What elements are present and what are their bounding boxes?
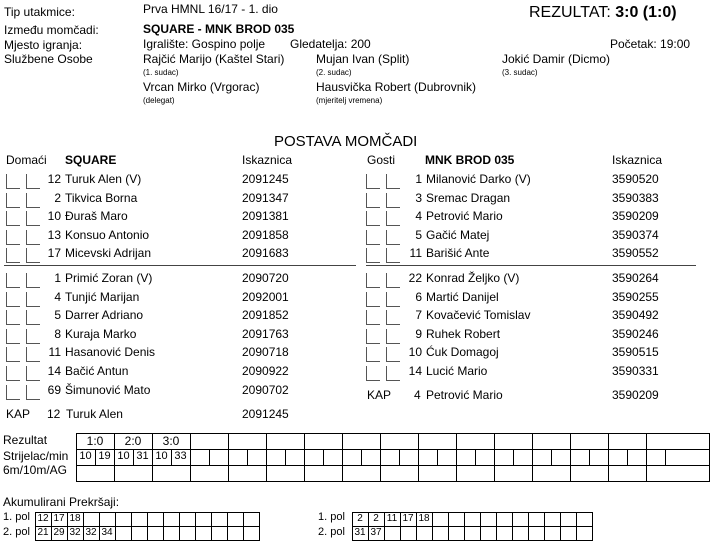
foul-cell bbox=[576, 526, 593, 541]
player-id: 2090718 bbox=[242, 345, 289, 360]
foul-cell bbox=[576, 512, 593, 527]
player-id: 2092001 bbox=[242, 289, 289, 304]
grid-cell bbox=[342, 433, 381, 450]
grid-subcell bbox=[608, 449, 628, 466]
player-id: 3590515 bbox=[612, 345, 659, 360]
venue-label: Mjesto igranja: bbox=[4, 38, 83, 52]
grid-subcell bbox=[304, 449, 324, 466]
home-fouls-second-label: 2. pol bbox=[3, 526, 30, 538]
player-id: 2090702 bbox=[242, 382, 289, 397]
player-id: 2091858 bbox=[242, 227, 289, 242]
player-number: 17 bbox=[47, 246, 61, 261]
grid-cell bbox=[304, 433, 343, 450]
foul-cell bbox=[496, 512, 513, 527]
foul-cell bbox=[163, 512, 180, 527]
away-fouls-second-label: 2. pol bbox=[318, 526, 345, 538]
player-id: 2090720 bbox=[242, 271, 289, 285]
mark-box bbox=[6, 385, 20, 400]
player-id: 2090922 bbox=[242, 364, 289, 378]
foul-cell bbox=[99, 512, 116, 527]
mark-box bbox=[366, 174, 380, 189]
grid-cell bbox=[608, 465, 647, 482]
mark-box bbox=[6, 174, 20, 189]
mark-box bbox=[6, 273, 20, 288]
player-name: Darrer Adriano bbox=[65, 308, 144, 323]
lineup-title: POSTAVA MOMČADI bbox=[274, 133, 418, 150]
grid-subcell bbox=[646, 449, 666, 466]
player-id: 3590383 bbox=[612, 190, 659, 205]
grid-cell bbox=[646, 465, 710, 482]
start-time: Početak: 19:00 bbox=[610, 37, 691, 51]
foul-cell bbox=[211, 526, 228, 541]
foul-cell bbox=[179, 512, 196, 527]
away-id-header: Iskaznica bbox=[612, 153, 663, 167]
player-name: Ćuk Domagoj bbox=[426, 345, 499, 360]
foul-cell bbox=[464, 512, 481, 527]
player-id: 3590374 bbox=[612, 227, 659, 242]
player-name: Đuraš Maro bbox=[65, 209, 128, 224]
official-role: (1. sudac) bbox=[143, 68, 179, 77]
home-foul-second: 32 bbox=[69, 527, 81, 538]
player-number: 3 bbox=[415, 190, 422, 205]
official-role: (delegat) bbox=[143, 96, 175, 105]
foul-cell bbox=[448, 526, 465, 541]
grid-cell bbox=[228, 465, 267, 482]
away-kap-label: KAP bbox=[367, 388, 392, 402]
player-name: Micevski Adrijan bbox=[65, 246, 152, 261]
grid-cell bbox=[646, 433, 710, 450]
foul-cell bbox=[496, 526, 513, 541]
home-separator bbox=[4, 265, 356, 266]
official-role: (2. sudac) bbox=[316, 68, 352, 77]
home-side-label: Domaći bbox=[6, 153, 47, 167]
player-name: Milanović Darko (V) bbox=[426, 172, 531, 186]
mark-box bbox=[6, 292, 20, 307]
mark-box bbox=[366, 230, 380, 245]
player-id: 3590331 bbox=[612, 364, 659, 378]
grid-cell bbox=[570, 433, 609, 450]
grid-cell bbox=[608, 433, 647, 450]
player-name: Šimunović Mato bbox=[65, 382, 151, 397]
grid-cell bbox=[304, 465, 343, 482]
away-foul-first: 17 bbox=[402, 513, 414, 524]
grid-scorer: 10 bbox=[117, 450, 130, 462]
official-name: Jokić Damir (Dicmo) bbox=[502, 52, 610, 66]
player-name: Barišić Ante bbox=[426, 246, 490, 261]
foul-cell bbox=[512, 526, 529, 541]
away-kap-id: 3590209 bbox=[612, 388, 659, 402]
grid-subcell bbox=[532, 449, 552, 466]
foul-cell bbox=[211, 512, 228, 527]
player-number: 11 bbox=[48, 345, 61, 360]
grid-cell bbox=[76, 465, 115, 482]
official-name: Hausvička Robert (Dubrovnik) bbox=[316, 80, 477, 94]
foul-cell bbox=[512, 512, 529, 527]
mark-box bbox=[6, 366, 20, 381]
grid-cell bbox=[456, 433, 495, 450]
foul-cell bbox=[83, 512, 100, 527]
mark-box bbox=[366, 292, 380, 307]
player-id: 3590552 bbox=[612, 246, 659, 261]
result-value: 3:0 (1:0) bbox=[615, 4, 677, 21]
home-kap-label: KAP bbox=[6, 407, 31, 421]
player-id: 3590492 bbox=[612, 308, 659, 323]
grid-subcell bbox=[494, 449, 514, 466]
foul-cell bbox=[147, 512, 164, 527]
result bbox=[529, 4, 677, 22]
away-separator bbox=[366, 265, 696, 266]
home-fouls-first-label: 1. pol bbox=[3, 511, 30, 523]
grid-result: 1:0 bbox=[86, 434, 104, 448]
away-foul-first: 18 bbox=[418, 513, 430, 524]
grid-result: 2:0 bbox=[124, 434, 142, 448]
player-name: Primić Zoran (V) bbox=[65, 271, 153, 285]
player-name: Konsuo Antonio bbox=[65, 227, 150, 242]
tip-label: Tip utakmice: bbox=[4, 5, 75, 19]
grid-cell bbox=[342, 465, 381, 482]
foul-cell bbox=[480, 512, 497, 527]
player-id: 2091347 bbox=[242, 190, 289, 205]
foul-cell bbox=[131, 526, 148, 541]
mark-box bbox=[6, 193, 20, 208]
grid-cell bbox=[190, 433, 229, 450]
away-fouls-first-label: 1. pol bbox=[318, 511, 345, 523]
foul-cell bbox=[384, 526, 401, 541]
mark-box bbox=[6, 329, 20, 344]
home-foul-second: 34 bbox=[101, 527, 113, 538]
home-foul-first: 17 bbox=[53, 513, 65, 524]
spectators: Gledatelja: 200 bbox=[290, 37, 371, 51]
grid-scorer: 10 bbox=[79, 450, 92, 462]
grid-cell bbox=[190, 465, 229, 482]
away-foul-first: 11 bbox=[386, 513, 398, 524]
foul-cell bbox=[115, 512, 132, 527]
player-number: 7 bbox=[415, 308, 422, 323]
foul-cell bbox=[432, 512, 449, 527]
grid-cell bbox=[380, 433, 419, 450]
official-role: (3. sudac) bbox=[502, 68, 538, 77]
foul-cell bbox=[163, 526, 180, 541]
foul-cell bbox=[560, 512, 577, 527]
grid-scorer: 33 bbox=[174, 450, 187, 462]
player-name: Lucić Mario bbox=[426, 364, 488, 378]
grid-subcell bbox=[570, 449, 590, 466]
player-number: 9 bbox=[415, 326, 422, 341]
mark-box bbox=[366, 347, 380, 362]
venue-value: Igralište: Gospino polje bbox=[143, 37, 266, 51]
player-number: 10 bbox=[408, 345, 422, 360]
home-foul-second: 21 bbox=[37, 527, 49, 538]
grid-cell bbox=[266, 433, 305, 450]
player-number: 14 bbox=[47, 364, 61, 378]
grid-cell bbox=[114, 465, 153, 482]
grid-cell bbox=[456, 465, 495, 482]
result-label: REZULTAT: bbox=[529, 4, 611, 21]
player-number: 5 bbox=[54, 308, 61, 323]
away-foul-second: 31 bbox=[354, 527, 366, 538]
player-name: Sremac Dragan bbox=[426, 190, 511, 205]
foul-cell bbox=[448, 512, 465, 527]
mark-box bbox=[6, 310, 20, 325]
official-role: (mjeritelj vremena) bbox=[316, 96, 383, 105]
player-number: 6 bbox=[415, 289, 422, 304]
grid-subcell bbox=[418, 449, 438, 466]
official-name: Mujan Ivan (Split) bbox=[316, 52, 410, 66]
foul-cell bbox=[464, 526, 481, 541]
home-foul-second: 32 bbox=[85, 527, 97, 538]
player-number: 10 bbox=[47, 209, 61, 224]
player-name: Turuk Alen (V) bbox=[65, 172, 142, 186]
mark-box bbox=[6, 211, 20, 226]
foul-cell bbox=[400, 526, 417, 541]
grid-subcell bbox=[190, 449, 210, 466]
foul-cell bbox=[432, 526, 449, 541]
player-name: Bačić Antun bbox=[65, 364, 129, 378]
grid-result: 3:0 bbox=[162, 434, 180, 448]
away-side-label: Gosti bbox=[367, 153, 396, 167]
grid-cell bbox=[418, 433, 457, 450]
player-id: 3590520 bbox=[612, 172, 659, 186]
player-number: 2 bbox=[54, 190, 61, 205]
grid-label-6m: 6m/10m/AG bbox=[3, 463, 68, 477]
player-name: Kuraja Marko bbox=[65, 326, 137, 341]
grid-cell bbox=[266, 465, 305, 482]
grid-cell bbox=[418, 465, 457, 482]
player-id: 3590264 bbox=[612, 271, 659, 285]
player-id: 2091683 bbox=[242, 246, 289, 261]
player-number: 5 bbox=[415, 227, 422, 242]
player-name: Gačić Matej bbox=[426, 227, 490, 242]
player-id: 3590246 bbox=[612, 326, 659, 341]
mark-box bbox=[6, 248, 20, 263]
player-name: Tunjić Marijan bbox=[65, 289, 140, 304]
home-id-header: Iskaznica bbox=[242, 153, 293, 167]
foul-cell bbox=[195, 526, 212, 541]
foul-cell bbox=[195, 512, 212, 527]
grid-cell bbox=[380, 465, 419, 482]
player-name: Ruhek Robert bbox=[426, 326, 501, 341]
player-number: 1 bbox=[54, 271, 61, 285]
fouls-title: Akumulirani Prekršaji: bbox=[3, 495, 120, 509]
mark-box bbox=[366, 248, 380, 263]
grid-scorer: 31 bbox=[136, 450, 149, 462]
foul-cell bbox=[416, 526, 433, 541]
foul-cell bbox=[560, 526, 577, 541]
official-name: Rajčić Marijo (Kaštel Stari) bbox=[143, 52, 285, 66]
grid-subcell bbox=[266, 449, 286, 466]
away-team-name: MNK BROD 035 bbox=[425, 153, 515, 167]
mark-box bbox=[6, 230, 20, 245]
player-name: Kovačević Tomislav bbox=[426, 308, 531, 323]
player-id: 2091763 bbox=[242, 326, 289, 341]
foul-cell bbox=[544, 512, 561, 527]
foul-cell bbox=[227, 526, 244, 541]
home-foul-second: 29 bbox=[53, 527, 65, 538]
foul-cell bbox=[147, 526, 164, 541]
tip-value: Prva HMNL 16/17 - 1. dio bbox=[143, 2, 278, 16]
grid-subcell bbox=[342, 449, 362, 466]
away-kap-name: Petrović Mario bbox=[426, 388, 503, 402]
foul-cell bbox=[131, 512, 148, 527]
mark-box bbox=[366, 211, 380, 226]
player-number: 11 bbox=[409, 246, 422, 261]
grid-scorer: 19 bbox=[98, 450, 111, 462]
grid-subcell bbox=[456, 449, 476, 466]
home-team-name: SQUARE bbox=[65, 153, 117, 167]
player-id: 2091381 bbox=[242, 209, 289, 224]
foul-cell bbox=[243, 512, 260, 527]
grid-scorer: 10 bbox=[155, 450, 168, 462]
grid-cell bbox=[228, 433, 267, 450]
official-name: Vrcan Mirko (Vrgorac) bbox=[143, 80, 260, 94]
player-name: Tikvica Borna bbox=[65, 190, 138, 205]
foul-cell bbox=[528, 512, 545, 527]
teams-label: Između momčadi: bbox=[4, 23, 99, 37]
player-number: 8 bbox=[54, 326, 61, 341]
player-number: 1 bbox=[415, 172, 422, 186]
home-kap-name: Turuk Alen bbox=[66, 407, 123, 421]
away-kap-num: 4 bbox=[414, 388, 421, 402]
player-id: 3590255 bbox=[612, 289, 659, 304]
grid-subcell bbox=[380, 449, 400, 466]
grid-cell bbox=[532, 465, 571, 482]
away-foul-first: 2 bbox=[373, 513, 379, 524]
player-number: 4 bbox=[54, 289, 61, 304]
player-number: 69 bbox=[47, 382, 61, 397]
mark-box bbox=[6, 347, 20, 362]
foul-cell bbox=[227, 512, 244, 527]
player-number: 22 bbox=[408, 271, 422, 285]
teams-value: SQUARE - MNK BROD 035 bbox=[143, 22, 295, 36]
home-kap-id: 2091245 bbox=[242, 407, 289, 421]
grid-cell bbox=[532, 433, 571, 450]
home-kap-num: 12 bbox=[47, 407, 61, 421]
player-number: 14 bbox=[408, 364, 422, 378]
player-name: Martić Danijel bbox=[426, 289, 499, 304]
mark-box bbox=[366, 366, 380, 381]
player-name: Hasanović Denis bbox=[65, 345, 156, 360]
foul-cell bbox=[115, 526, 132, 541]
grid-label-scorer: Strijelac/min bbox=[3, 449, 69, 463]
mark-box bbox=[366, 273, 380, 288]
player-name: Petrović Mario bbox=[426, 209, 503, 224]
home-foul-first: 18 bbox=[69, 513, 81, 524]
mark-box bbox=[366, 193, 380, 208]
grid-cell bbox=[152, 465, 191, 482]
player-number: 12 bbox=[47, 172, 61, 186]
grid-cell bbox=[570, 465, 609, 482]
player-name: Konrad Željko (V) bbox=[426, 271, 520, 285]
grid-cell bbox=[494, 465, 533, 482]
player-id: 2091245 bbox=[242, 172, 289, 186]
player-id: 2091852 bbox=[242, 308, 289, 323]
away-foul-second: 37 bbox=[370, 527, 382, 538]
player-number: 4 bbox=[415, 209, 422, 224]
away-foul-first: 2 bbox=[357, 513, 363, 524]
player-number: 13 bbox=[47, 227, 61, 242]
foul-cell bbox=[243, 526, 260, 541]
grid-label-result: Rezultat bbox=[3, 433, 48, 447]
grid-subcell bbox=[228, 449, 248, 466]
mark-box bbox=[366, 310, 380, 325]
foul-cell bbox=[480, 526, 497, 541]
foul-cell bbox=[179, 526, 196, 541]
foul-cell bbox=[544, 526, 561, 541]
officials-label: Službene Osobe bbox=[4, 52, 93, 66]
mark-box bbox=[366, 329, 380, 344]
player-id: 3590209 bbox=[612, 209, 659, 224]
grid-cell bbox=[494, 433, 533, 450]
home-foul-first: 12 bbox=[37, 513, 49, 524]
foul-cell bbox=[528, 526, 545, 541]
